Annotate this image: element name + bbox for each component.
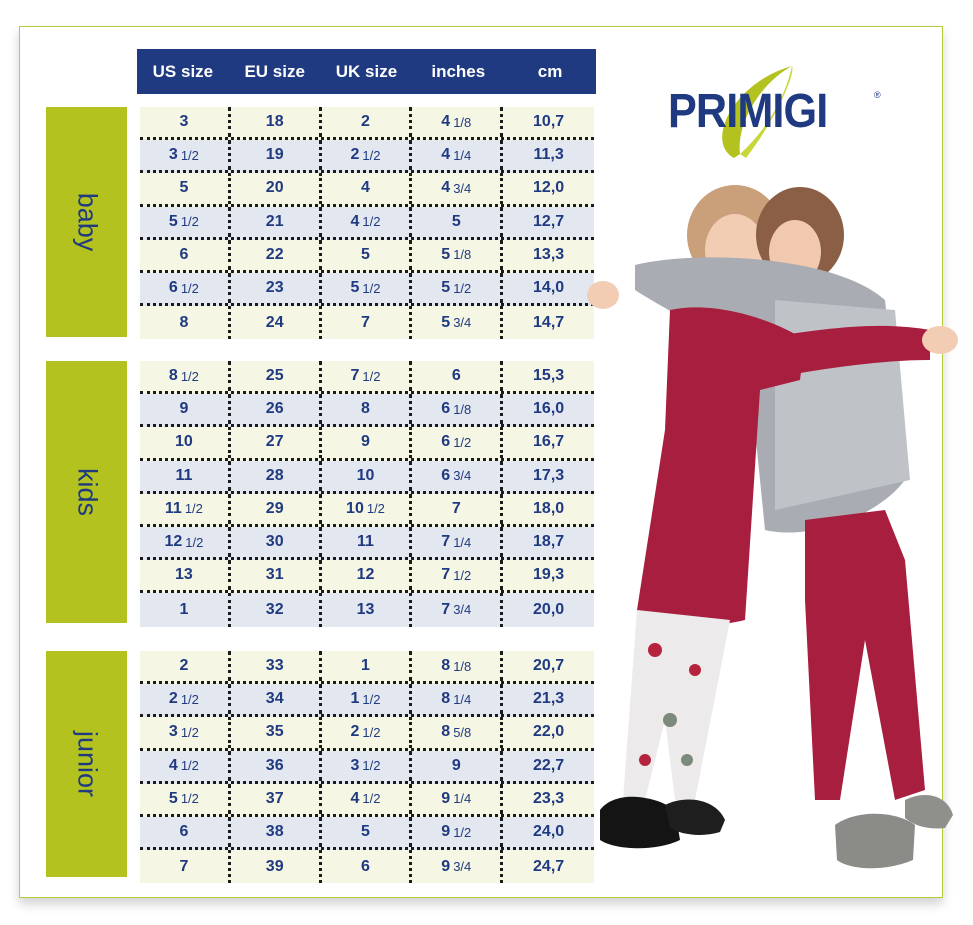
table-cell — [140, 817, 231, 847]
cell-value: 11 — [164, 499, 182, 517]
cell-value: 8 — [168, 367, 178, 385]
cell-value: 5 — [168, 789, 178, 807]
cell-value: 9 — [441, 789, 451, 807]
cell-value: 27 — [265, 433, 284, 451]
cell-value: 6 — [179, 245, 189, 263]
cell-value: 11,3 — [533, 146, 564, 164]
cell-value: 9 — [361, 433, 370, 451]
cell-value: 1 — [179, 600, 189, 618]
table-cell — [322, 684, 413, 714]
cell-value: 22,0 — [533, 723, 565, 741]
cell-value: 25 — [265, 367, 284, 385]
cell-value: 38 — [265, 823, 284, 841]
group-label-text: junior — [72, 730, 102, 798]
cell-value: 9 — [451, 756, 461, 774]
cell-value: 16,7 — [533, 433, 565, 451]
cell-value: 5 — [361, 245, 370, 263]
cell-value: 26 — [265, 400, 284, 418]
cell-value: 33 — [265, 657, 284, 675]
table-cell — [412, 427, 503, 457]
cell-value: 5 — [168, 212, 178, 230]
table-cell — [140, 173, 231, 203]
size-group-kids — [140, 361, 594, 627]
table-cell — [231, 751, 322, 781]
table-cell — [412, 361, 503, 391]
logo-registered-mark: ® — [874, 90, 881, 100]
table-cell — [322, 240, 413, 270]
cell-fraction: 1/4 — [453, 147, 472, 163]
table-cell — [322, 527, 413, 557]
table-cell — [231, 817, 322, 847]
cell-value: 18 — [265, 113, 284, 131]
cell-value: 31 — [265, 566, 284, 584]
table-cell — [322, 560, 413, 590]
table-cell — [140, 306, 231, 339]
table-row — [140, 306, 594, 339]
table-cell — [322, 717, 413, 747]
table-cell — [322, 173, 413, 203]
cell-value: 5 — [441, 245, 451, 263]
table-cell — [322, 651, 413, 681]
table-cell — [140, 461, 231, 491]
cell-value: 5 — [350, 279, 360, 297]
header-uk-size: UK size — [335, 62, 398, 81]
table-cell — [322, 107, 413, 137]
cell-fraction: 3/4 — [453, 180, 472, 196]
cell-value: 5 — [451, 212, 461, 230]
cell-fraction: 1/4 — [453, 791, 472, 807]
cell-fraction: 1/4 — [453, 534, 472, 550]
table-cell — [412, 560, 503, 590]
cell-value: 13 — [175, 566, 193, 584]
table-cell — [322, 494, 413, 524]
group-label-junior — [46, 651, 127, 877]
table-cell — [231, 527, 322, 557]
group-label-text: kids — [72, 467, 102, 517]
table-row — [140, 361, 594, 394]
cell-value: 3 — [168, 146, 178, 164]
table-cell — [140, 560, 231, 590]
table-cell — [231, 461, 322, 491]
cell-value: 4 — [441, 146, 451, 164]
group-label-text: baby — [72, 192, 102, 252]
cell-value: 21 — [265, 212, 284, 230]
cell-fraction: 1/2 — [362, 214, 381, 230]
table-cell — [140, 850, 231, 883]
table-cell — [322, 361, 413, 391]
cell-value: 2 — [350, 146, 360, 164]
table-row — [140, 240, 594, 273]
cell-fraction: 1/2 — [180, 280, 199, 296]
table-cell — [140, 494, 231, 524]
cell-value: 10 — [356, 466, 375, 484]
table-cell — [140, 784, 231, 814]
cell-fraction: 1/2 — [362, 691, 381, 707]
cell-value: 34 — [265, 690, 284, 708]
cell-fraction: 1/8 — [453, 114, 472, 130]
cell-value: 19,3 — [533, 566, 565, 584]
cell-value: 19 — [265, 146, 284, 164]
table-cell — [322, 751, 413, 781]
table-cell — [140, 751, 231, 781]
cell-value: 7 — [179, 857, 189, 875]
cell-value: 6 — [168, 279, 178, 297]
cell-value: 13 — [356, 600, 375, 618]
table-cell — [412, 494, 503, 524]
primigi-logo — [664, 62, 888, 162]
table-cell — [231, 107, 322, 137]
table-cell — [322, 140, 413, 170]
table-cell — [322, 593, 413, 626]
table-cell — [412, 461, 503, 491]
cell-value: 14,0 — [533, 279, 565, 297]
group-label-baby — [46, 107, 127, 337]
cell-fraction: 3/4 — [453, 468, 472, 484]
table-cell — [140, 107, 231, 137]
table-row — [140, 850, 594, 883]
cell-value: 3 — [350, 756, 360, 774]
table-cell — [231, 173, 322, 203]
cell-value: 9 — [179, 400, 189, 418]
table-cell — [412, 107, 503, 137]
cell-value: 14,7 — [533, 313, 565, 331]
size-group-baby — [140, 107, 594, 339]
cell-value: 39 — [265, 857, 284, 875]
table-row — [140, 784, 594, 817]
table-cell — [231, 560, 322, 590]
table-row — [140, 684, 594, 717]
header-eu-size: EU size — [244, 62, 305, 81]
header-inches: inches — [431, 62, 486, 81]
table-cell — [412, 817, 503, 847]
table-cell — [503, 140, 594, 170]
cell-value: 20,0 — [533, 600, 565, 618]
cell-value: 4 — [350, 789, 360, 807]
table-cell — [412, 717, 503, 747]
table-cell — [231, 784, 322, 814]
table-cell — [322, 784, 413, 814]
cell-value: 6 — [361, 857, 370, 875]
cell-value: 2 — [350, 723, 360, 741]
table-cell — [231, 717, 322, 747]
cell-value: 8 — [361, 400, 370, 418]
cell-value: 11 — [175, 466, 193, 484]
cell-fraction: 1/2 — [180, 724, 199, 740]
cell-value: 10,7 — [533, 113, 565, 131]
cell-value: 1 — [361, 657, 370, 675]
cell-value: 2 — [168, 690, 178, 708]
cell-fraction: 1/2 — [453, 567, 472, 583]
table-row — [140, 527, 594, 560]
cell-value: 24,0 — [533, 823, 565, 841]
table-cell — [140, 427, 231, 457]
two-girls-hugging-photo — [575, 180, 970, 880]
table-row — [140, 173, 594, 206]
cell-value: 15,3 — [533, 367, 565, 385]
table-cell — [140, 684, 231, 714]
cell-fraction: 1/8 — [453, 247, 472, 263]
table-cell — [322, 461, 413, 491]
cell-value: 6 — [441, 433, 451, 451]
table-row — [140, 394, 594, 427]
cell-fraction: 1/2 — [180, 147, 199, 163]
table-row — [140, 717, 594, 750]
cell-value: 10 — [175, 433, 193, 451]
table-cell — [412, 273, 503, 303]
cell-value: 18,7 — [533, 533, 565, 551]
cell-fraction: 1/2 — [362, 791, 381, 807]
table-cell — [412, 173, 503, 203]
cell-value: 20,7 — [533, 657, 565, 675]
cell-value: 37 — [265, 789, 284, 807]
table-cell — [140, 240, 231, 270]
cell-fraction: 1/2 — [366, 501, 385, 517]
table-cell — [322, 394, 413, 424]
cell-value: 21,3 — [533, 690, 565, 708]
table-row — [140, 107, 594, 140]
header-us-size: US size — [152, 62, 214, 81]
size-group-junior — [140, 651, 594, 883]
table-cell — [140, 207, 231, 237]
cell-value: 24,7 — [533, 857, 565, 875]
cell-value: 6 — [441, 400, 451, 418]
cell-value: 13,3 — [533, 245, 565, 263]
cell-value: 5 — [361, 823, 370, 841]
cell-value: 7 — [441, 600, 451, 618]
table-cell — [231, 207, 322, 237]
cell-fraction: 1/2 — [362, 758, 381, 774]
table-cell — [412, 240, 503, 270]
table-row — [140, 427, 594, 460]
table-cell — [231, 273, 322, 303]
cell-value: 5 — [441, 313, 451, 331]
cell-value: 16,0 — [533, 400, 565, 418]
table-row — [140, 140, 594, 173]
cell-value: 22,7 — [533, 756, 565, 774]
cell-value: 9 — [441, 857, 451, 875]
table-cell — [140, 140, 231, 170]
cell-value: 29 — [265, 499, 284, 517]
cell-value: 10 — [346, 499, 364, 517]
cell-value: 35 — [265, 723, 284, 741]
table-cell — [412, 593, 503, 626]
cell-fraction: 1/2 — [185, 534, 204, 550]
table-cell — [140, 651, 231, 681]
cell-fraction: 1/4 — [453, 691, 472, 707]
cell-fraction: 1/2 — [453, 434, 472, 450]
cell-fraction: 1/2 — [362, 724, 381, 740]
table-cell — [322, 850, 413, 883]
cell-value: 3 — [179, 113, 189, 131]
table-cell — [231, 361, 322, 391]
table-row — [140, 651, 594, 684]
header-cm: cm — [537, 62, 563, 81]
table-cell — [140, 717, 231, 747]
table-cell — [412, 140, 503, 170]
table-row — [140, 593, 594, 626]
table-cell — [412, 684, 503, 714]
cell-value: 17,3 — [533, 466, 565, 484]
table-cell — [322, 427, 413, 457]
cell-value: 8 — [441, 723, 451, 741]
table-row — [140, 273, 594, 306]
logo-wordmark: PRIMIGI — [668, 85, 828, 138]
table-cell — [140, 361, 231, 391]
table-cell — [322, 273, 413, 303]
table-cell — [412, 527, 503, 557]
cell-value: 2 — [361, 113, 370, 131]
cell-value: 8 — [179, 313, 189, 331]
cell-value: 20 — [265, 179, 284, 197]
cell-value: 4 — [441, 179, 451, 197]
cell-value: 5 — [441, 279, 451, 297]
cell-fraction: 1/2 — [362, 368, 381, 384]
table-cell — [231, 240, 322, 270]
table-row — [140, 817, 594, 850]
cell-fraction: 3/4 — [453, 315, 472, 331]
cell-fraction: 1/2 — [362, 147, 381, 163]
table-cell — [503, 107, 594, 137]
cell-value: 9 — [441, 823, 451, 841]
table-cell — [322, 306, 413, 339]
cell-fraction: 1/8 — [453, 658, 472, 674]
cell-value: 1 — [350, 690, 360, 708]
cell-value: 28 — [265, 466, 284, 484]
cell-value: 22 — [265, 245, 284, 263]
cell-value: 6 — [441, 466, 451, 484]
cell-value: 12 — [164, 533, 183, 551]
cell-fraction: 1/2 — [180, 791, 199, 807]
table-cell — [140, 273, 231, 303]
cell-value: 3 — [168, 723, 178, 741]
cell-fraction: 1/2 — [180, 368, 199, 384]
table-cell — [231, 684, 322, 714]
cell-fraction: 5/8 — [453, 724, 472, 740]
table-cell — [412, 207, 503, 237]
cell-value: 4 — [361, 179, 370, 197]
table-cell — [322, 207, 413, 237]
cell-value: 11 — [357, 533, 374, 551]
cell-value: 7 — [451, 499, 461, 517]
table-cell — [412, 306, 503, 339]
table-cell — [231, 651, 322, 681]
cell-value: 12,7 — [533, 212, 565, 230]
table-row — [140, 751, 594, 784]
cell-value: 23,3 — [533, 789, 565, 807]
cell-fraction: 1/2 — [453, 280, 472, 296]
table-cell — [140, 527, 231, 557]
cell-value: 7 — [441, 533, 451, 551]
group-label-kids — [46, 361, 127, 623]
cell-fraction: 1/8 — [453, 401, 472, 417]
table-cell — [231, 140, 322, 170]
table-cell — [322, 817, 413, 847]
cell-value: 4 — [350, 212, 360, 230]
table-row — [140, 560, 594, 593]
cell-value: 30 — [265, 533, 284, 551]
cell-value: 8 — [441, 690, 451, 708]
cell-value: 2 — [179, 657, 189, 675]
table-cell — [231, 427, 322, 457]
cell-value: 4 — [441, 113, 451, 131]
cell-value: 12 — [356, 566, 375, 584]
cell-value: 23 — [265, 279, 284, 297]
cell-fraction: 1/2 — [362, 280, 381, 296]
table-cell — [231, 593, 322, 626]
cell-value: 36 — [265, 756, 284, 774]
cell-value: 7 — [441, 566, 451, 584]
cell-fraction: 3/4 — [453, 859, 472, 875]
cell-fraction: 3/4 — [453, 602, 472, 618]
table-cell — [412, 394, 503, 424]
table-cell — [140, 593, 231, 626]
cell-fraction: 1/2 — [180, 214, 199, 230]
table-row — [140, 207, 594, 240]
table-cell — [412, 651, 503, 681]
cell-value: 4 — [168, 756, 178, 774]
table-cell — [231, 494, 322, 524]
table-row — [140, 494, 594, 527]
cell-value: 6 — [179, 823, 189, 841]
cell-value: 18,0 — [533, 499, 565, 517]
table-cell — [412, 850, 503, 883]
cell-value: 8 — [441, 657, 451, 675]
table-cell — [412, 751, 503, 781]
cell-value: 24 — [265, 313, 284, 331]
cell-fraction: 1/2 — [180, 691, 199, 707]
table-cell — [231, 394, 322, 424]
cell-value: 12,0 — [533, 179, 565, 197]
table-cell — [140, 394, 231, 424]
table-row — [140, 461, 594, 494]
table-cell — [412, 784, 503, 814]
table-cell — [231, 306, 322, 339]
cell-fraction: 1/2 — [453, 824, 472, 840]
cell-value: 5 — [179, 179, 189, 197]
cell-value: 7 — [350, 367, 360, 385]
cell-value: 6 — [451, 367, 461, 385]
cell-value: 32 — [265, 600, 284, 618]
size-table-header — [137, 49, 596, 94]
cell-value: 7 — [361, 313, 370, 331]
cell-fraction: 1/2 — [184, 501, 203, 517]
cell-fraction: 1/2 — [180, 758, 199, 774]
table-cell — [231, 850, 322, 883]
